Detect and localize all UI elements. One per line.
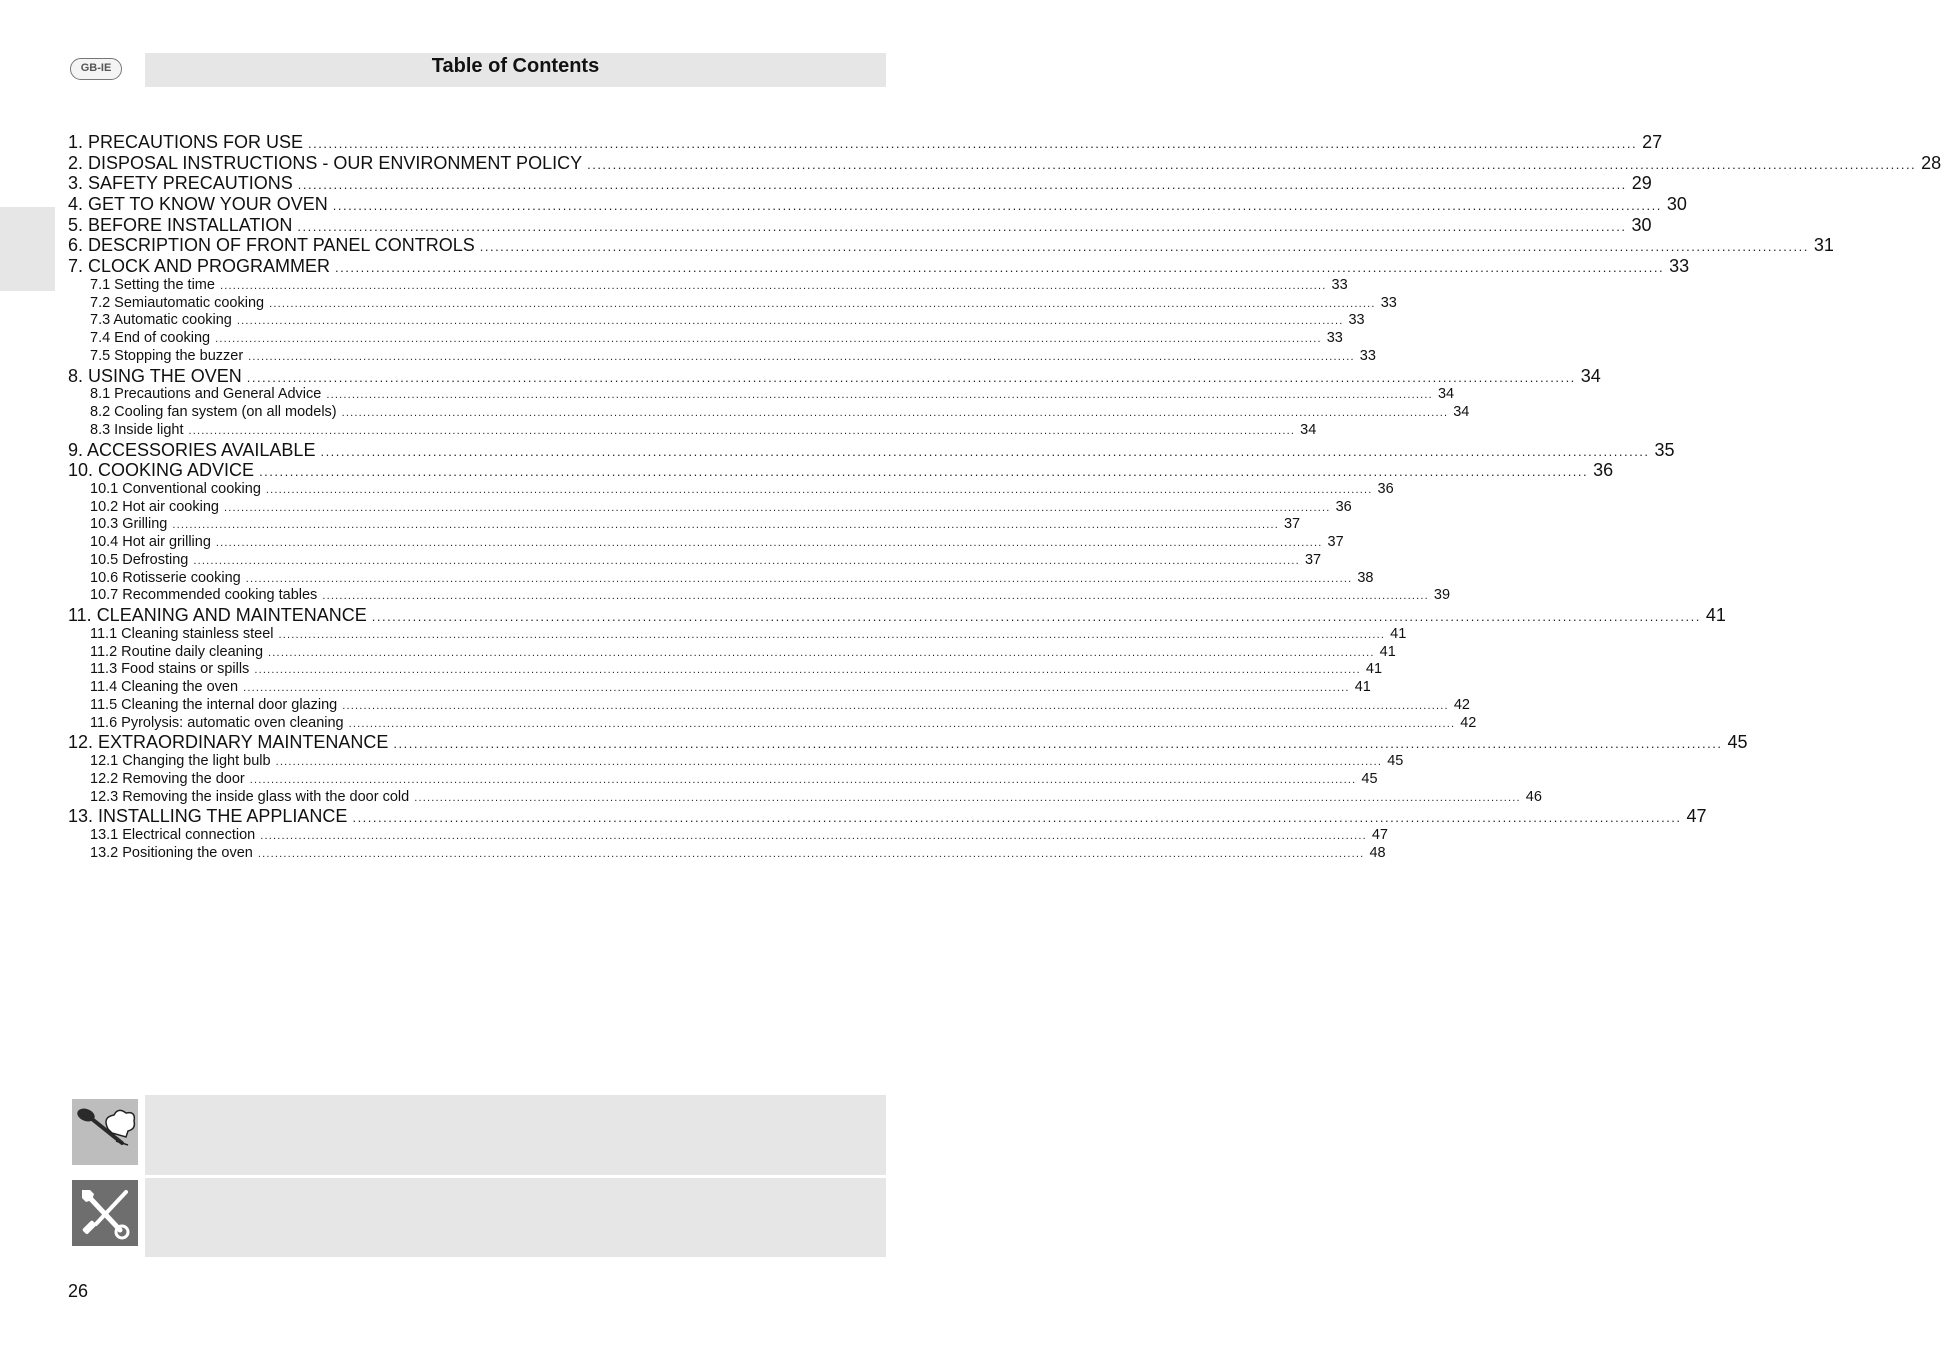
- toc-page-number: 47: [1371, 826, 1388, 843]
- toc-page-number: 36: [1377, 480, 1394, 497]
- toc-dot-leader: ....................................................................................................................................................................................................................................................................: [341, 407, 1449, 419]
- toc-page-number: 37: [1327, 534, 1344, 551]
- toc-entry-title: 11.1 Cleaning stainless steel: [90, 625, 274, 642]
- toc-section-row: [68, 312, 1365, 330]
- toc-page-number: 34: [1300, 421, 1317, 438]
- toc-entry-title: 4. GET TO KNOW YOUR OVEN: [68, 194, 328, 215]
- toc-section-row: [68, 587, 1451, 605]
- toc-entry-title: 10.2 Hot air cooking: [90, 498, 219, 515]
- toc-dot-leader: ....................................................................................................................................................................................................................................................................: [188, 424, 1296, 437]
- toc-dot-leader: ....................................................................................................................................................................................................................................................................: [335, 260, 1665, 276]
- toc-entry-title: 10. COOKING ADVICE: [68, 460, 255, 481]
- toc-dot-leader: ....................................................................................................................................................................................................................................................................: [587, 156, 1917, 172]
- toc-entry-title: 11.6 Pyrolysis: automatic oven cleaning: [90, 714, 344, 731]
- toc-dot-leader: ....................................................................................................................................................................................................................................................................: [371, 609, 1701, 625]
- toc-entry-title: 12.3 Removing the inside glass with the door cold: [90, 788, 410, 805]
- toc-section-row: [68, 844, 1386, 863]
- toc-page-number: 45: [1361, 770, 1378, 787]
- toc-page-number: 33: [1359, 347, 1376, 364]
- toc-entry-title: 12. EXTRAORDINARY MAINTENANCE: [68, 732, 389, 753]
- toc-dot-leader: ....................................................................................................................................................................................................................................................................: [172, 519, 1279, 532]
- toc-page-number: 30: [1666, 194, 1687, 215]
- toc-chapter-row: [68, 732, 1748, 753]
- toc-page-number: 36: [1335, 498, 1352, 515]
- toc-entry-title: 8.2 Cooling fan system (on all models): [90, 404, 337, 420]
- toc-page-number: 41: [1390, 625, 1407, 642]
- toc-dot-leader: ....................................................................................................................................................................................................................................................................: [308, 136, 1638, 151]
- chef-hat-spoon-icon: [72, 1099, 138, 1165]
- toc-dot-leader: ....................................................................................................................................................................................................................................................................: [278, 628, 1386, 641]
- toc-entry-title: 12.2 Removing the door: [90, 770, 245, 787]
- toc-dot-leader: ....................................................................................................................................................................................................................................................................: [322, 590, 1429, 603]
- toc-entry-title: 2. DISPOSAL INSTRUCTIONS - OUR ENVIRONMENT POLICY: [68, 152, 583, 173]
- toc-page-number: 45: [1387, 753, 1404, 769]
- page-title: Table of Contents: [431, 55, 600, 77]
- toc-section-row: [68, 551, 1322, 570]
- toc-page-number: 33: [1326, 330, 1343, 347]
- toc-page-number: 34: [1437, 386, 1455, 403]
- toc-entry-title: 13.1 Electrical connection: [90, 826, 256, 843]
- toc-entry-title: 7.3 Automatic cooking: [90, 312, 232, 329]
- toc-page-number: 33: [1348, 312, 1365, 329]
- toc-entry-title: 6. DESCRIPTION OF FRONT PANEL CONTROLS: [68, 235, 475, 256]
- toc-page-number: 30: [1631, 214, 1652, 235]
- toc-chapter-row: [68, 152, 1941, 174]
- toc-entry-title: 11.5 Cleaning the internal door glazing: [90, 696, 338, 713]
- toc-chapter-row: [68, 214, 1652, 236]
- toc-dot-leader: ....................................................................................................................................................................................................................................................................: [215, 333, 1322, 346]
- toc-section-row: [68, 421, 1317, 440]
- toc-section-row: [68, 516, 1301, 534]
- toc-dot-leader: ....................................................................................................................................................................................................................................................................: [245, 572, 1353, 585]
- toc-entry-title: 10.3 Grilling: [90, 516, 168, 533]
- toc-entry-title: 10.5 Defrosting: [90, 551, 189, 568]
- toc-entry-title: 7.4 End of cooking: [90, 330, 211, 347]
- toc-dot-leader: ....................................................................................................................................................................................................................................................................: [265, 483, 1373, 496]
- toc-dot-leader: ....................................................................................................................................................................................................................................................................: [326, 389, 1433, 402]
- toc-entry-title: 11. CLEANING AND MAINTENANCE: [68, 605, 367, 626]
- toc-page-number: 48: [1369, 844, 1386, 861]
- toc-entry-title: 13.2 Positioning the oven: [90, 844, 253, 861]
- toc-section-row: [68, 714, 1477, 733]
- toc-page-number: 42: [1453, 696, 1470, 713]
- toc-chapter-row: [68, 256, 1690, 277]
- toc-chapter-row: [68, 365, 1601, 387]
- toc-page-number: 27: [1642, 132, 1663, 152]
- toc-page-number: 28: [1921, 152, 1941, 173]
- toc-dot-leader: ....................................................................................................................................................................................................................................................................: [275, 756, 1383, 768]
- toc-section-row: [68, 696, 1470, 715]
- toc-entry-title: 5. BEFORE INSTALLATION: [68, 214, 293, 235]
- toc-dot-leader: ....................................................................................................................................................................................................................................................................: [479, 239, 1809, 255]
- toc-section-row: [68, 498, 1352, 517]
- toc-section-row: [68, 661, 1383, 679]
- table-of-contents: [68, 132, 1941, 862]
- toc-page-number: 41: [1379, 643, 1396, 660]
- toc-section-row: [68, 534, 1344, 552]
- toc-entry-title: 7.5 Stopping the buzzer: [90, 347, 244, 364]
- toc-dot-leader: ....................................................................................................................................................................................................................................................................: [215, 537, 1323, 550]
- toc-section-row: [68, 770, 1378, 789]
- toc-section-row: [68, 404, 1470, 422]
- toc-section-row: [68, 386, 1455, 404]
- toc-chapter-row: [68, 173, 1652, 194]
- toc-dot-leader: ....................................................................................................................................................................................................................................................................: [249, 773, 1357, 786]
- toc-dot-leader: ....................................................................................................................................................................................................................................................................: [254, 664, 1361, 677]
- toc-page-number: 33: [1380, 294, 1397, 311]
- toc-page-number: 37: [1304, 551, 1322, 568]
- toc-page-number: 33: [1331, 276, 1348, 293]
- toc-section-row: [68, 788, 1542, 807]
- toc-section-row: [68, 480, 1394, 499]
- toc-chapter-row: [68, 132, 1663, 153]
- toc-section-row: [68, 826, 1388, 845]
- toc-entry-title: 7.1 Setting the time: [90, 276, 215, 293]
- toc-page-number: 36: [1593, 460, 1614, 481]
- toc-page-number: 31: [1813, 235, 1834, 256]
- header-bar: [145, 53, 886, 87]
- toc-dot-leader: ....................................................................................................................................................................................................................................................................: [297, 177, 1627, 193]
- toc-chapter-row: [68, 806, 1707, 827]
- toc-section-row: [68, 679, 1371, 697]
- toc-page-number: 34: [1580, 365, 1601, 386]
- toc-chapter-row: [68, 460, 1614, 481]
- toc-dot-leader: ....................................................................................................................................................................................................................................................................: [259, 464, 1589, 480]
- toc-section-row: [68, 643, 1396, 662]
- toc-entry-title: 8.3 Inside light: [90, 421, 184, 438]
- toc-entry-title: 7.2 Semiautomatic cooking: [90, 294, 265, 311]
- toc-page-number: 39: [1433, 587, 1451, 604]
- toc-page-number: 38: [1357, 569, 1374, 586]
- toc-entry-title: 11.4 Cleaning the oven: [90, 679, 239, 696]
- toc-dot-leader: ....................................................................................................................................................................................................................................................................: [268, 646, 1375, 659]
- toc-entry-title: 10.7 Recommended cooking tables: [90, 587, 318, 604]
- toc-page-number: 41: [1354, 679, 1371, 696]
- language-badge: GB-IE: [70, 58, 122, 80]
- toc-section-row: [68, 294, 1397, 313]
- side-tab-marker: [0, 207, 55, 291]
- toc-dot-leader: ....................................................................................................................................................................................................................................................................: [257, 847, 1365, 860]
- toc-dot-leader: ....................................................................................................................................................................................................................................................................: [352, 810, 1682, 826]
- toc-page-number: 45: [1727, 732, 1748, 753]
- toc-entry-title: 10.6 Rotisserie cooking: [90, 569, 241, 586]
- toc-page-number: 35: [1654, 439, 1675, 460]
- toc-dot-leader: ....................................................................................................................................................................................................................................................................: [320, 443, 1650, 459]
- installer-info-panel: [145, 1178, 886, 1257]
- toc-dot-leader: ....................................................................................................................................................................................................................................................................: [248, 350, 1355, 363]
- toc-dot-leader: ....................................................................................................................................................................................................................................................................: [297, 218, 1627, 234]
- toc-page-number: 42: [1460, 714, 1477, 731]
- toc-section-row: [68, 753, 1404, 771]
- toc-section-row: [68, 347, 1376, 366]
- toc-dot-leader: ....................................................................................................................................................................................................................................................................: [414, 791, 1521, 804]
- toc-entry-title: 13. INSTALLING THE APPLIANCE: [68, 806, 348, 827]
- toc-dot-leader: ....................................................................................................................................................................................................................................................................: [236, 315, 1344, 328]
- toc-page-number: 37: [1283, 516, 1301, 533]
- toc-entry-title: 12.1 Changing the light bulb: [90, 753, 271, 769]
- toc-page-number: 47: [1686, 806, 1707, 827]
- toc-chapter-row: [68, 605, 1726, 626]
- toc-entry-title: 9. ACCESSORIES AVAILABLE: [68, 439, 316, 460]
- toc-chapter-row: [68, 194, 1687, 215]
- toc-dot-leader: ....................................................................................................................................................................................................................................................................: [223, 501, 1331, 514]
- toc-page-number: 29: [1631, 173, 1652, 194]
- toc-dot-leader: ....................................................................................................................................................................................................................................................................: [342, 699, 1449, 712]
- toc-page-number: 46: [1525, 788, 1542, 805]
- toc-chapter-row: [68, 439, 1675, 461]
- toc-page-number: 33: [1669, 256, 1690, 277]
- toc-dot-leader: ....................................................................................................................................................................................................................................................................: [260, 829, 1367, 842]
- toc-page-number: 34: [1453, 404, 1470, 420]
- toc-entry-title: 8. USING THE OVEN: [68, 365, 242, 386]
- toc-dot-leader: ....................................................................................................................................................................................................................................................................: [243, 682, 1350, 695]
- toc-dot-leader: ....................................................................................................................................................................................................................................................................: [269, 297, 1376, 310]
- toc-entry-title: 1. PRECAUTIONS FOR USE: [68, 132, 304, 152]
- toc-dot-leader: ....................................................................................................................................................................................................................................................................: [393, 736, 1723, 752]
- toc-dot-leader: ....................................................................................................................................................................................................................................................................: [193, 554, 1300, 567]
- toc-section-row: [68, 276, 1348, 295]
- user-info-panel: [145, 1095, 886, 1175]
- toc-dot-leader: ....................................................................................................................................................................................................................................................................: [246, 369, 1576, 385]
- toc-page-number: 41: [1365, 661, 1383, 678]
- toc-section-row: [68, 569, 1374, 588]
- wrench-screwdriver-icon: [72, 1180, 138, 1246]
- toc-section-row: [68, 330, 1343, 348]
- toc-chapter-row: [68, 235, 1834, 256]
- toc-entry-title: 11.2 Routine daily cleaning: [90, 643, 264, 660]
- toc-dot-leader: ....................................................................................................................................................................................................................................................................: [348, 717, 1456, 730]
- page-number: 26: [68, 1281, 89, 1301]
- toc-dot-leader: ....................................................................................................................................................................................................................................................................: [332, 198, 1662, 214]
- toc-entry-title: 10.1 Conventional cooking: [90, 480, 261, 497]
- toc-entry-title: 11.3 Food stains or spills: [90, 661, 250, 678]
- toc-entry-title: 7. CLOCK AND PROGRAMMER: [68, 256, 331, 277]
- toc-dot-leader: ....................................................................................................................................................................................................................................................................: [219, 279, 1327, 292]
- toc-section-row: [68, 625, 1407, 644]
- toc-entry-title: 10.4 Hot air grilling: [90, 534, 211, 551]
- toc-entry-title: 8.1 Precautions and General Advice: [90, 386, 322, 403]
- toc-page-number: 41: [1705, 605, 1726, 626]
- toc-entry-title: 3. SAFETY PRECAUTIONS: [68, 173, 293, 194]
